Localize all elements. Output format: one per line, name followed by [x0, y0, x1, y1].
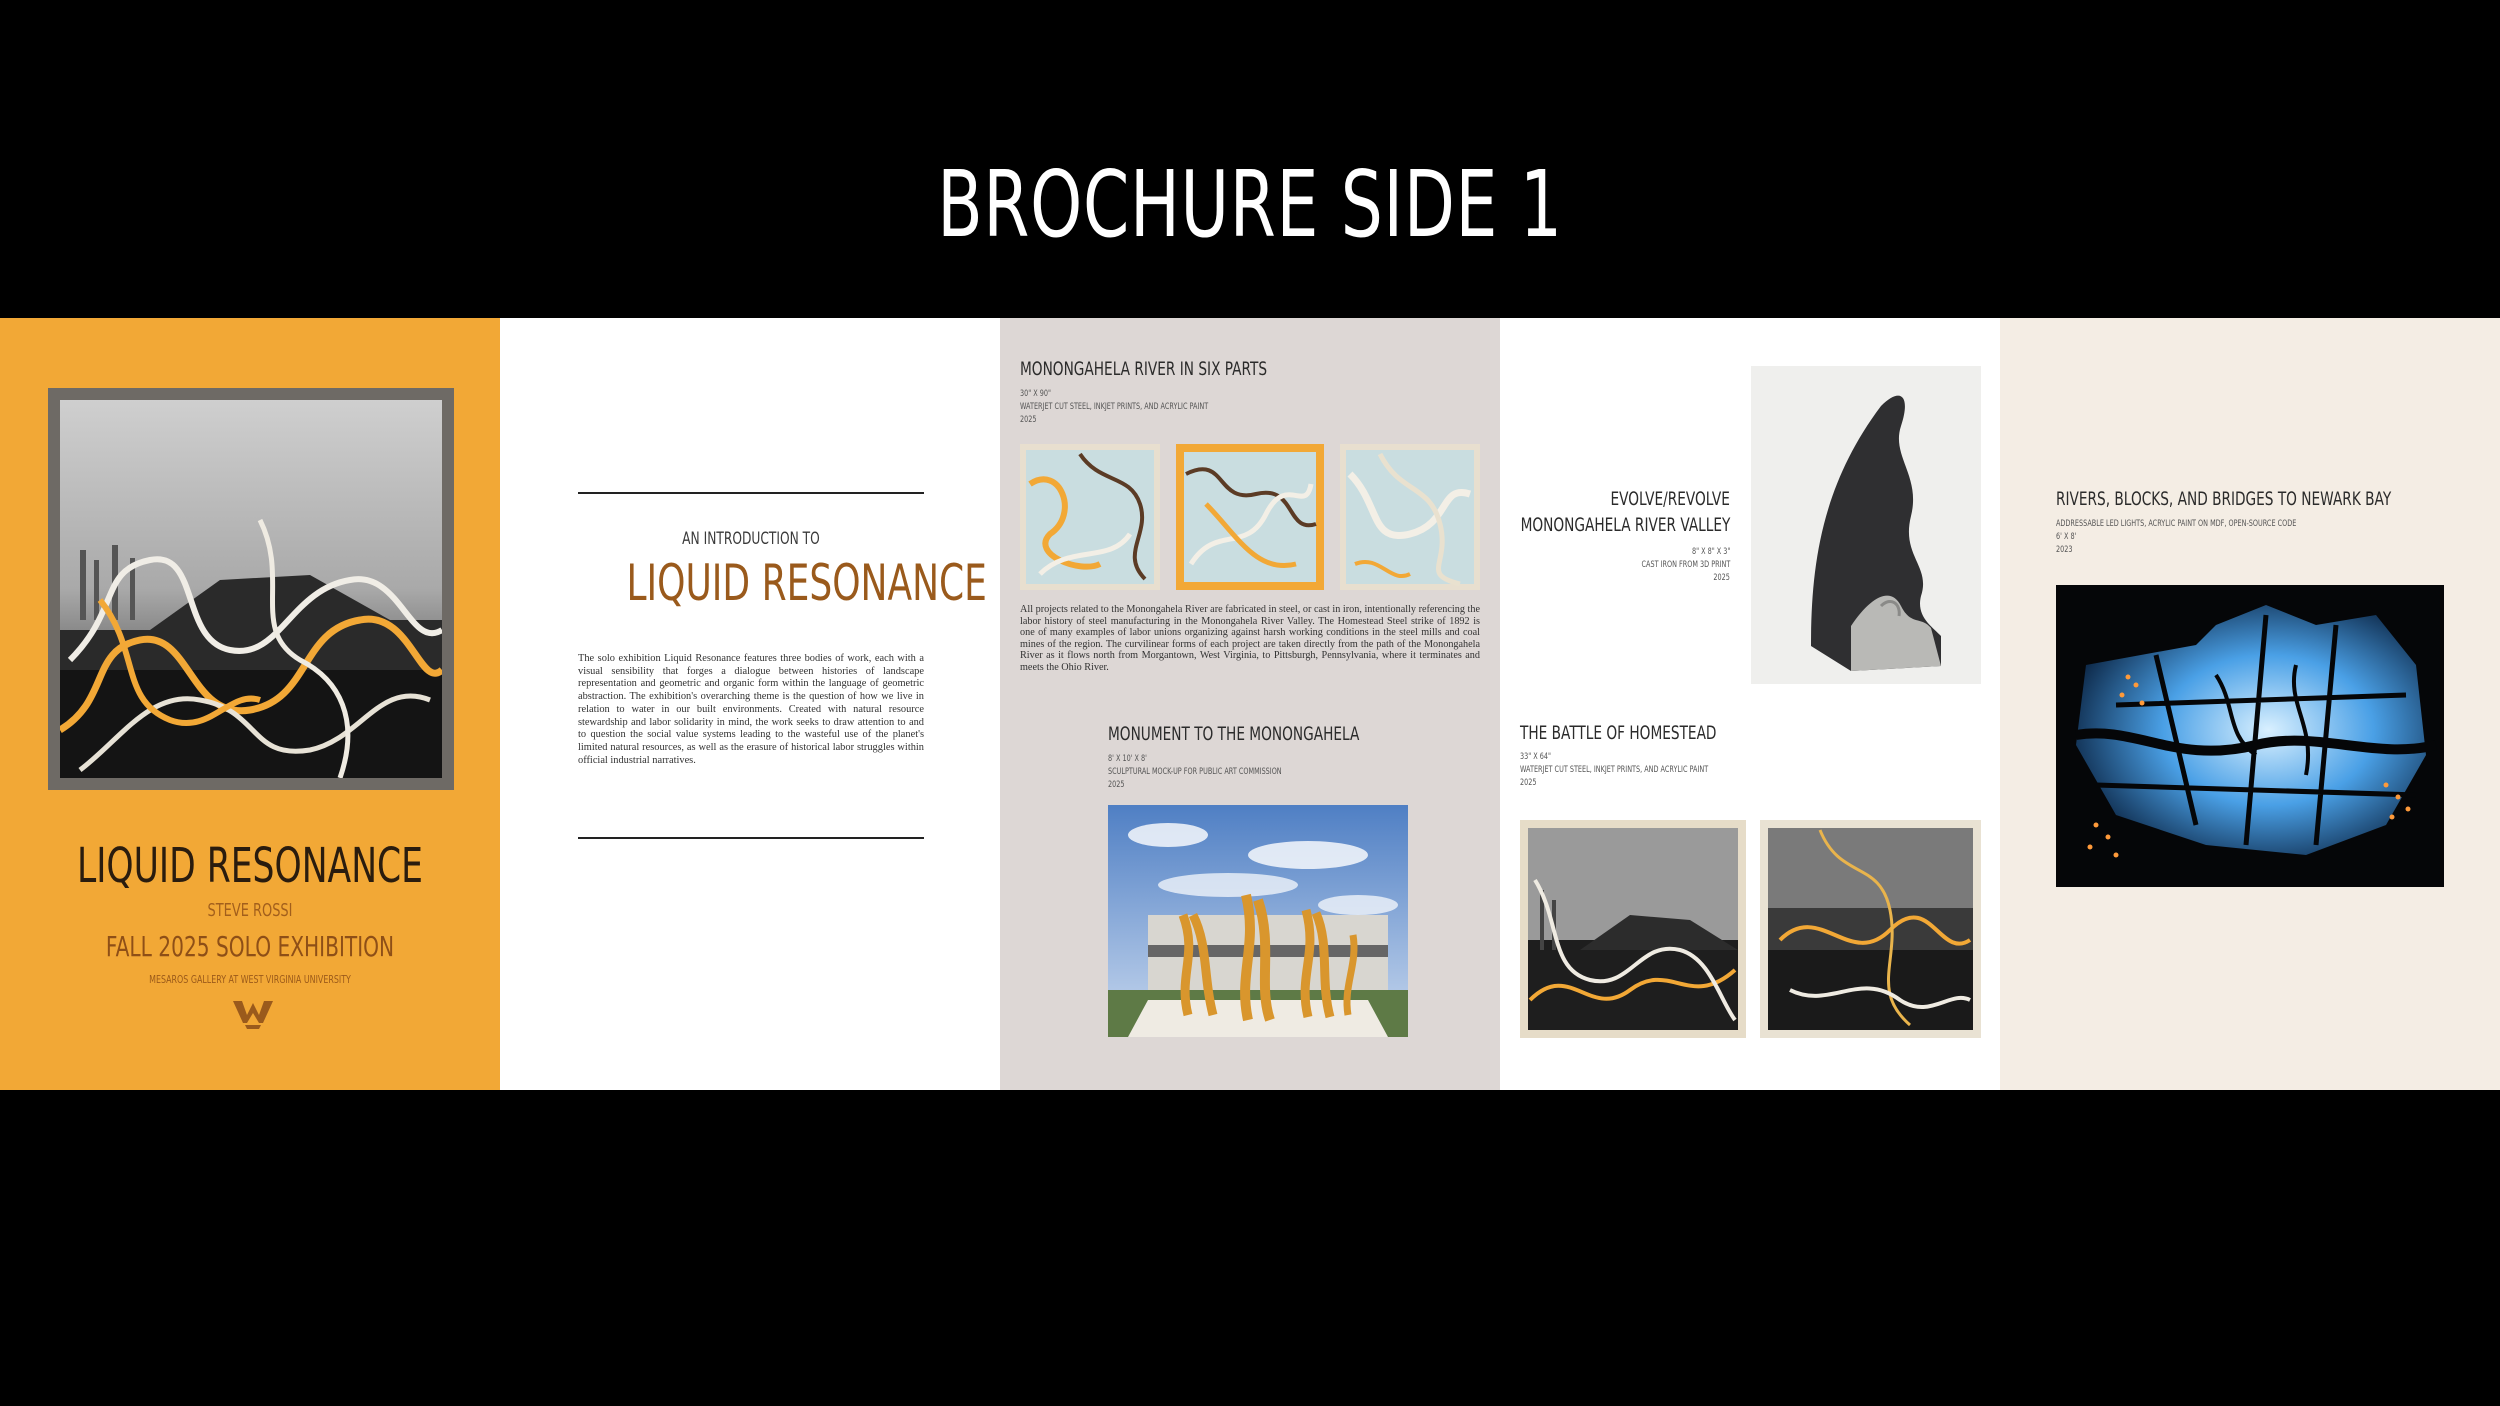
- work-materials-six-parts: WATERJET CUT STEEL, INKJET PRINTS, AND ACRYLIC PAINT: [1020, 402, 1209, 412]
- evolve-homestead-panel: [1500, 318, 2000, 1090]
- intro-kicker: AN INTRODUCTION TO: [682, 529, 820, 549]
- monongahela-panel: [1000, 318, 1500, 1090]
- work-title-evolve-line1: EVOLVE/REVOLVE: [1610, 488, 1730, 510]
- work-title-newark: RIVERS, BLOCKS, AND BRIDGES TO NEWARK BAY: [2056, 488, 2392, 510]
- divider-bottom: [578, 837, 924, 839]
- university-logo-icon: [233, 1001, 273, 1029]
- intro-body-text: The solo exhibition Liquid Resonance features three bodies of work, each with a visual sensibility that forges a dialogue between histories of landscape representation and geometric and organic form within the language of geometric abstraction. The exhibition's overarching theme is the question of how we live in relation to water in our built environments. Created with natural resource stewardship and labor solidarity in mind, the work seeks to draw attention to and to question the social value systems leading to the wasteful use of the planet's limited natural resources, as well as the erasure of historical labor struggles within official industrial narratives.: [578, 653, 924, 766]
- homestead-image-1: [1520, 820, 1746, 1038]
- work-year-evolve: 2025: [1713, 573, 1730, 583]
- work-year-six-parts: 2025: [1020, 415, 1037, 425]
- work-year-newark: 2023: [2056, 545, 2073, 555]
- newark-bay-image: [2056, 585, 2444, 887]
- work-materials-homestead: WATERJET CUT STEEL, INKJET PRINTS, AND ACRYLIC PAINT: [1520, 765, 1709, 775]
- page-title: BROCHURE SIDE 1: [937, 151, 1563, 258]
- work-title-six-parts: MONONGAHELA RIVER IN SIX PARTS: [1020, 358, 1268, 380]
- divider-top: [578, 492, 924, 494]
- work-size-six-parts: 30" X 90": [1020, 389, 1052, 399]
- six-parts-image-3: [1340, 444, 1480, 590]
- evolve-sculpture-image: [1751, 366, 1981, 684]
- cover-artwork-image: [60, 400, 442, 778]
- work-year-homestead: 2025: [1520, 778, 1537, 788]
- cover-artist: STEVE ROSSI: [207, 900, 293, 921]
- intro-title: LIQUID RESONANCE: [626, 554, 987, 612]
- cover-gallery: MESAROS GALLERY AT WEST VIRGINIA UNIVERSITY: [149, 973, 351, 986]
- work-size-monument: 8' X 10' X 8': [1108, 754, 1147, 764]
- work-size-evolve: 8" X 8" X 3": [1691, 547, 1730, 557]
- introduction-panel: [500, 318, 1000, 1090]
- work-size-homestead: 33" X 64": [1520, 752, 1552, 762]
- work-materials-monument: SCULPTURAL MOCK-UP FOR PUBLIC ART COMMISSION: [1108, 767, 1282, 777]
- newark-bay-panel: [2000, 318, 2500, 1090]
- cover-artwork-frame: [48, 388, 454, 790]
- work-title-homestead: THE BATTLE OF HOMESTEAD: [1520, 722, 1717, 744]
- work-materials-newark: ADDRESSABLE LED LIGHTS, ACRYLIC PAINT ON MDF, OPEN-SOURCE CODE: [2056, 519, 2297, 529]
- work-title-evolve-line2: MONONGAHELA RIVER VALLEY: [1520, 514, 1730, 536]
- cover-exhibition: FALL 2025 SOLO EXHIBITION: [105, 930, 395, 963]
- monongahela-body-text: All projects related to the Monongahela River are fabricated in steel, or cast in iron, intentionally referencing the labor history of steel manufacturing in the Monongahela River Valley. The Homestead Steel strike of 1892 is one of many examples of labor unions organizing against harsh working conditions in the steel mills and coal mines of the region. The curvilinear forms of each project are taken directly from the path of the Monongahela River as it flows north from Morgantown, West Virginia, to Pittsburgh, Pennsylvania, where it terminates and meets the Ohio River.: [1020, 604, 1480, 673]
- monument-image: [1108, 805, 1408, 1037]
- work-year-monument: 2025: [1108, 780, 1125, 790]
- homestead-image-2: [1760, 820, 1981, 1038]
- six-parts-image-2: [1176, 444, 1324, 590]
- work-size-newark: 6' X 8': [2056, 532, 2077, 542]
- cover-panel: [0, 318, 500, 1090]
- work-title-monument: MONUMENT TO THE MONONGAHELA: [1108, 723, 1360, 745]
- work-materials-evolve: CAST IRON FROM 3D PRINT: [1641, 560, 1730, 570]
- six-parts-image-1: [1020, 444, 1160, 590]
- cover-title: LIQUID RESONANCE: [76, 838, 424, 894]
